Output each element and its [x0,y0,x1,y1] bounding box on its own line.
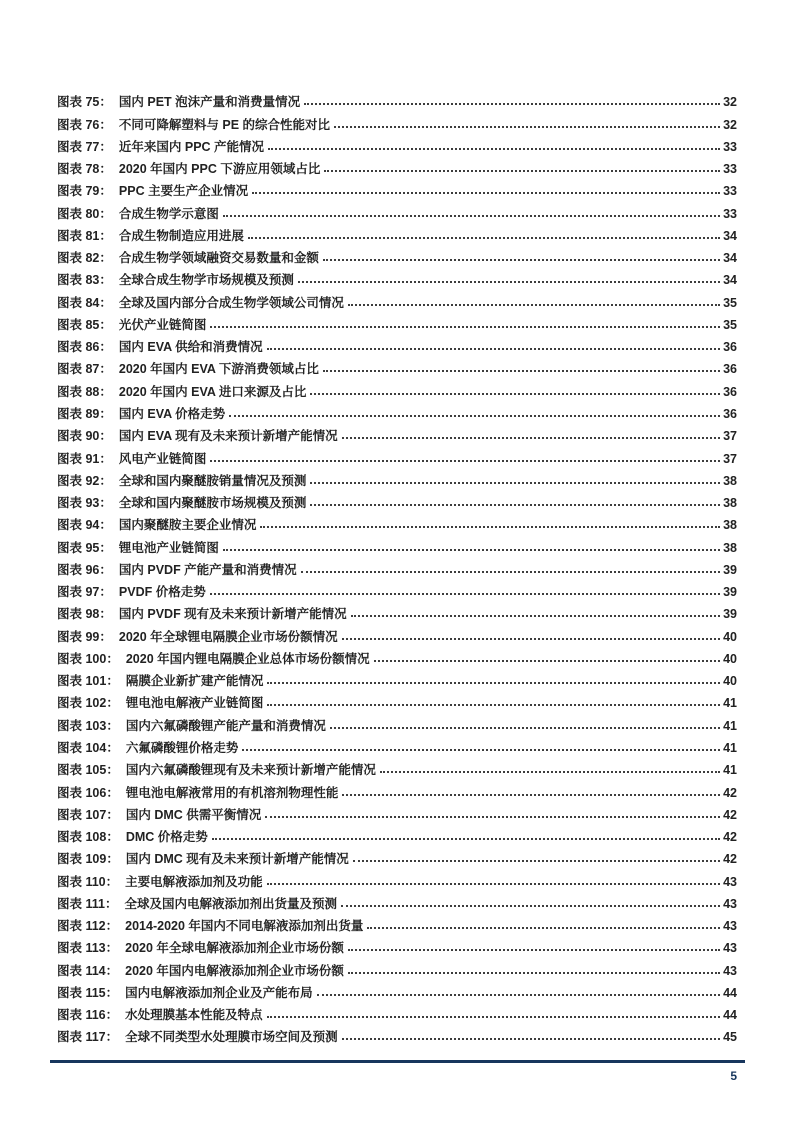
toc-entry[interactable] [57,513,737,535]
toc-entry[interactable] [57,402,737,424]
toc-entry-label: 图表 101： [57,674,119,689]
toc-dot-leader [380,771,720,773]
toc-dot-leader [210,593,720,595]
toc-page-number: 39 [723,607,737,622]
toc-dot-leader [342,794,720,796]
toc-entry-title: 国内 DMC 现有及未来预计新增产能情况 [125,852,349,867]
toc-dot-leader [268,148,720,150]
toc-dot-leader [342,638,720,640]
toc-dot-leader [248,237,720,239]
toc-entry[interactable] [57,290,737,312]
toc-page-number: 36 [723,340,737,355]
toc-dot-leader [310,504,720,506]
toc-entry[interactable] [57,869,737,891]
toc-entry[interactable] [57,313,737,335]
toc-entry[interactable] [57,558,737,580]
toc-entry-title: 国内 PVDF 产能产量和消费情况 [118,562,297,577]
toc-entry-label: 图表 103： [57,718,119,733]
toc-entry-title: 2020 年全球锂电隔膜企业市场份额情况 [118,629,338,644]
toc-entry[interactable] [57,446,737,468]
toc-dot-leader [304,103,720,105]
toc-entry-title: 国内聚醚胺主要企业情况 [118,518,257,533]
toc-dot-leader [334,126,720,128]
toc-page-number: 40 [723,651,737,666]
toc-entry-title: 国内六氟磷酸锂现有及未来预计新增产能情况 [125,763,376,778]
toc-entry-label: 图表 108： [57,830,119,845]
toc-entry-title: 合成生物学领域融资交易数量和金额 [118,251,319,266]
toc-entry[interactable] [57,246,737,268]
toc-entry-label: 图表 83： [57,273,112,288]
toc-entry-label: 图表 99： [57,629,112,644]
toc-page-number: 38 [723,473,737,488]
toc-list [57,90,737,1047]
toc-entry[interactable] [57,981,737,1003]
toc-page-number: 38 [723,496,737,511]
toc-entry[interactable] [57,914,737,936]
toc-dot-leader [317,994,720,996]
toc-page-number: 43 [723,941,737,956]
toc-entry-label: 图表 82： [57,251,112,266]
toc-entry-label: 图表 97： [57,585,112,600]
toc-entry-title: 2020 年全球电解液添加剂企业市场份额 [125,941,344,956]
toc-dot-leader [210,460,720,462]
toc-dot-leader [260,526,720,528]
toc-entry[interactable] [57,268,737,290]
toc-page-number: 42 [723,830,737,845]
toc-entry-label: 图表 93： [57,496,112,511]
toc-entry[interactable] [57,379,737,401]
toc-page-number: 32 [723,117,737,132]
toc-entry-label: 图表 117： [57,1030,119,1045]
toc-dot-leader [323,370,720,372]
toc-entry-title: 国内 EVA 现有及未来预计新增产能情况 [118,429,338,444]
toc-entry-label: 图表 102： [57,696,119,711]
toc-page-number: 34 [723,251,737,266]
toc-entry-title: 不同可降解塑料与 PE 的综合性能对比 [118,117,331,132]
toc-entry-title: 全球及国内电解液添加剂出货量及预测 [124,896,337,911]
toc-page-number: 33 [723,206,737,221]
toc-entry[interactable] [57,357,737,379]
toc-entry-title: 隔膜企业新扩建产能情况 [125,674,264,689]
toc-page-number: 34 [723,228,737,243]
toc-entry-title: 合成生物学示意图 [118,206,219,221]
toc-entry[interactable] [57,936,737,958]
toc-entry-label: 图表 79： [57,184,112,199]
toc-page-number: 41 [723,696,737,711]
toc-page-number: 36 [723,362,737,377]
toc-entry-label: 图表 86： [57,340,112,355]
toc-entry[interactable] [57,847,737,869]
toc-entry[interactable] [57,691,737,713]
toc-entry-label: 图表 84： [57,295,112,310]
toc-entry-title: 锂电池电解液产业链简图 [125,696,264,711]
toc-entry-label: 图表 113： [57,941,119,956]
toc-entry[interactable] [57,135,737,157]
toc-dot-leader [267,883,720,885]
toc-page-number: 39 [723,562,737,577]
toc-entry-title: 2020 年国内 PPC 下游应用领域占比 [118,162,321,177]
toc-entry-title: 锂电池电解液常用的有机溶剂物理性能 [125,785,339,800]
toc-entry-title: 国内 PVDF 现有及未来预计新增产能情况 [118,607,347,622]
toc-entry[interactable] [57,647,737,669]
toc-dot-leader [267,348,720,350]
toc-entry-label: 图表 87： [57,362,112,377]
toc-dot-leader [342,1038,720,1040]
toc-entry-label: 图表 109： [57,852,119,867]
toc-entry-label: 图表 95： [57,540,112,555]
toc-page-number: 44 [723,1008,737,1023]
toc-entry[interactable] [57,602,737,624]
toc-entry[interactable] [57,1025,737,1047]
page-number: 5 [730,1069,737,1084]
toc-dot-leader [223,549,720,551]
toc-entry[interactable] [57,669,737,691]
toc-dot-leader [342,437,720,439]
toc-entry-label: 图表 78： [57,162,112,177]
toc-entry-title: 风电产业链简图 [118,451,207,466]
toc-entry-label: 图表 81： [57,228,112,243]
toc-entry-label: 图表 114： [57,963,119,978]
toc-entry-title: 2020 年国内电解液添加剂企业市场份额 [125,963,344,978]
toc-page-number: 42 [723,785,737,800]
toc-entry-label: 图表 88： [57,384,112,399]
toc-entry-title: 2020 年国内 EVA 下游消费领域占比 [118,362,319,377]
toc-dot-leader [367,927,720,929]
toc-entry-label: 图表 112： [57,919,119,934]
toc-entry[interactable] [57,758,737,780]
toc-page-number: 44 [723,985,737,1000]
toc-entry-title: 光伏产业链简图 [118,317,207,332]
toc-dot-leader [353,860,720,862]
toc-entry-title: 国内 EVA 价格走势 [118,406,226,421]
toc-page-number: 42 [723,807,737,822]
toc-page-number: 41 [723,740,737,755]
toc-entry-label: 图表 111： [57,896,118,911]
toc-entry-title: 国内 EVA 供给和消费情况 [118,340,263,355]
toc-entry-title: 主要电解液添加剂及功能 [125,874,263,889]
toc-page-number: 36 [723,384,737,399]
toc-entry-title: 全球及国内部分合成生物学领域公司情况 [118,295,344,310]
toc-entry-title: PPC 主要生产企业情况 [118,184,249,199]
toc-dot-leader [324,170,720,172]
toc-page-number: 40 [723,629,737,644]
toc-dot-leader [348,972,720,974]
toc-entry[interactable] [57,736,737,758]
toc-entry-label: 图表 92： [57,473,112,488]
toc-entry[interactable] [57,201,737,223]
toc-entry[interactable] [57,825,737,847]
toc-entry[interactable] [57,112,737,134]
toc-entry-title: 2020 年国内 EVA 进口来源及占比 [118,384,307,399]
toc-entry[interactable] [57,580,737,602]
toc-entry-label: 图表 91： [57,451,112,466]
toc-entry-title: 全球和国内聚醚胺市场规模及预测 [118,496,307,511]
toc-dot-leader [341,905,720,907]
toc-entry[interactable] [57,624,737,646]
toc-entry[interactable] [57,469,737,491]
toc-dot-leader [323,259,720,261]
toc-entry-label: 图表 110： [57,874,119,889]
toc-page-number: 33 [723,162,737,177]
toc-dot-leader [330,727,720,729]
toc-entry[interactable] [57,491,737,513]
toc-entry-label: 图表 80： [57,206,112,221]
toc-entry-label: 图表 116： [57,1008,119,1023]
toc-page-number: 32 [723,95,737,110]
toc-entry[interactable] [57,1003,737,1025]
toc-page-number: 42 [723,852,737,867]
toc-entry[interactable] [57,424,737,446]
toc-entry[interactable] [57,179,737,201]
toc-entry-title: 2020 年国内锂电隔膜企业总体市场份额情况 [125,651,370,666]
toc-dot-leader [212,838,720,840]
toc-page-number: 40 [723,674,737,689]
toc-page-number: 37 [723,429,737,444]
toc-dot-leader [267,1016,720,1018]
toc-entry-label: 图表 75： [57,95,112,110]
toc-entry-title: 国内 PET 泡沫产量和消费量情况 [118,95,301,110]
toc-page-number: 38 [723,518,737,533]
toc-entry-label: 图表 89： [57,406,112,421]
toc-entry-label: 图表 115： [57,985,119,1000]
toc-entry-label: 图表 77： [57,139,112,154]
toc-dot-leader [351,615,720,617]
toc-page-number: 39 [723,585,737,600]
toc-dot-leader [348,949,720,951]
toc-entry-title: 合成生物制造应用进展 [118,228,244,243]
toc-dot-leader [210,326,720,328]
toc-page-number: 41 [723,718,737,733]
toc-dot-leader [242,749,720,751]
toc-entry-title: 全球不同类型水处理膜市场空间及预测 [125,1030,338,1045]
toc-entry-title: 近年来国内 PPC 产能情况 [118,139,265,154]
toc-entry-title: 全球合成生物学市场规模及预测 [118,273,294,288]
toc-page-number: 43 [723,919,737,934]
toc-dot-leader [348,304,720,306]
toc-entry-label: 图表 94： [57,518,112,533]
toc-page-number: 41 [723,763,737,778]
toc-entry-label: 图表 96： [57,562,112,577]
toc-page-number: 35 [723,317,737,332]
toc-dot-leader [252,192,720,194]
toc-entry[interactable] [57,958,737,980]
toc-entry-label: 图表 104： [57,740,119,755]
toc-entry-title: 国内电解液添加剂企业及产能布局 [125,985,313,1000]
toc-dot-leader [310,393,720,395]
toc-dot-leader [267,704,720,706]
toc-entry-label: 图表 106： [57,785,119,800]
toc-entry[interactable] [57,713,737,735]
toc-dot-leader [374,660,720,662]
toc-dot-leader [301,571,720,573]
toc-page-number: 45 [723,1030,737,1045]
toc-dot-leader [298,281,720,283]
toc-entry-label: 图表 76： [57,117,112,132]
toc-entry-label: 图表 100： [57,651,119,666]
toc-entry[interactable] [57,803,737,825]
toc-entry[interactable] [57,892,737,914]
toc-entry-title: 锂电池产业链简图 [118,540,219,555]
toc-entry-title: PVDF 价格走势 [118,585,206,600]
toc-page-number: 35 [723,295,737,310]
toc-entry[interactable] [57,780,737,802]
toc-entry-title: 全球和国内聚醚胺销量情况及预测 [118,473,307,488]
toc-page-number: 37 [723,451,737,466]
toc-dot-leader [310,482,720,484]
toc-entry-title: 水处理膜基本性能及特点 [125,1008,263,1023]
toc-page-number: 38 [723,540,737,555]
toc-page-number: 33 [723,139,737,154]
footer-rule [50,1060,745,1063]
toc-dot-leader [229,415,720,417]
toc-page-number: 34 [723,273,737,288]
toc-page-number: 33 [723,184,737,199]
toc-page-number: 43 [723,874,737,889]
toc-entry-title: 2014-2020 年国内不同电解液添加剂出货量 [125,919,364,934]
toc-page-number: 43 [723,963,737,978]
toc-entry[interactable] [57,224,737,246]
toc-entry[interactable] [57,90,737,112]
toc-entry[interactable] [57,335,737,357]
toc-entry[interactable] [57,157,737,179]
toc-dot-leader [265,816,720,818]
toc-entry-title: DMC 价格走势 [125,830,208,845]
toc-entry-label: 图表 105： [57,763,119,778]
toc-dot-leader [223,215,720,217]
toc-entry-label: 图表 90： [57,429,112,444]
toc-entry-label: 图表 85： [57,317,112,332]
toc-entry[interactable] [57,535,737,557]
toc-entry-title: 国内 DMC 供需平衡情况 [125,807,262,822]
toc-entry-label: 图表 98： [57,607,112,622]
toc-entry-title: 国内六氟磷酸锂产能产量和消费情况 [125,718,326,733]
toc-entry-title: 六氟磷酸锂价格走势 [125,740,239,755]
toc-page-number: 36 [723,406,737,421]
toc-dot-leader [267,682,720,684]
toc-entry-label: 图表 107： [57,807,119,822]
toc-page-number: 43 [723,896,737,911]
